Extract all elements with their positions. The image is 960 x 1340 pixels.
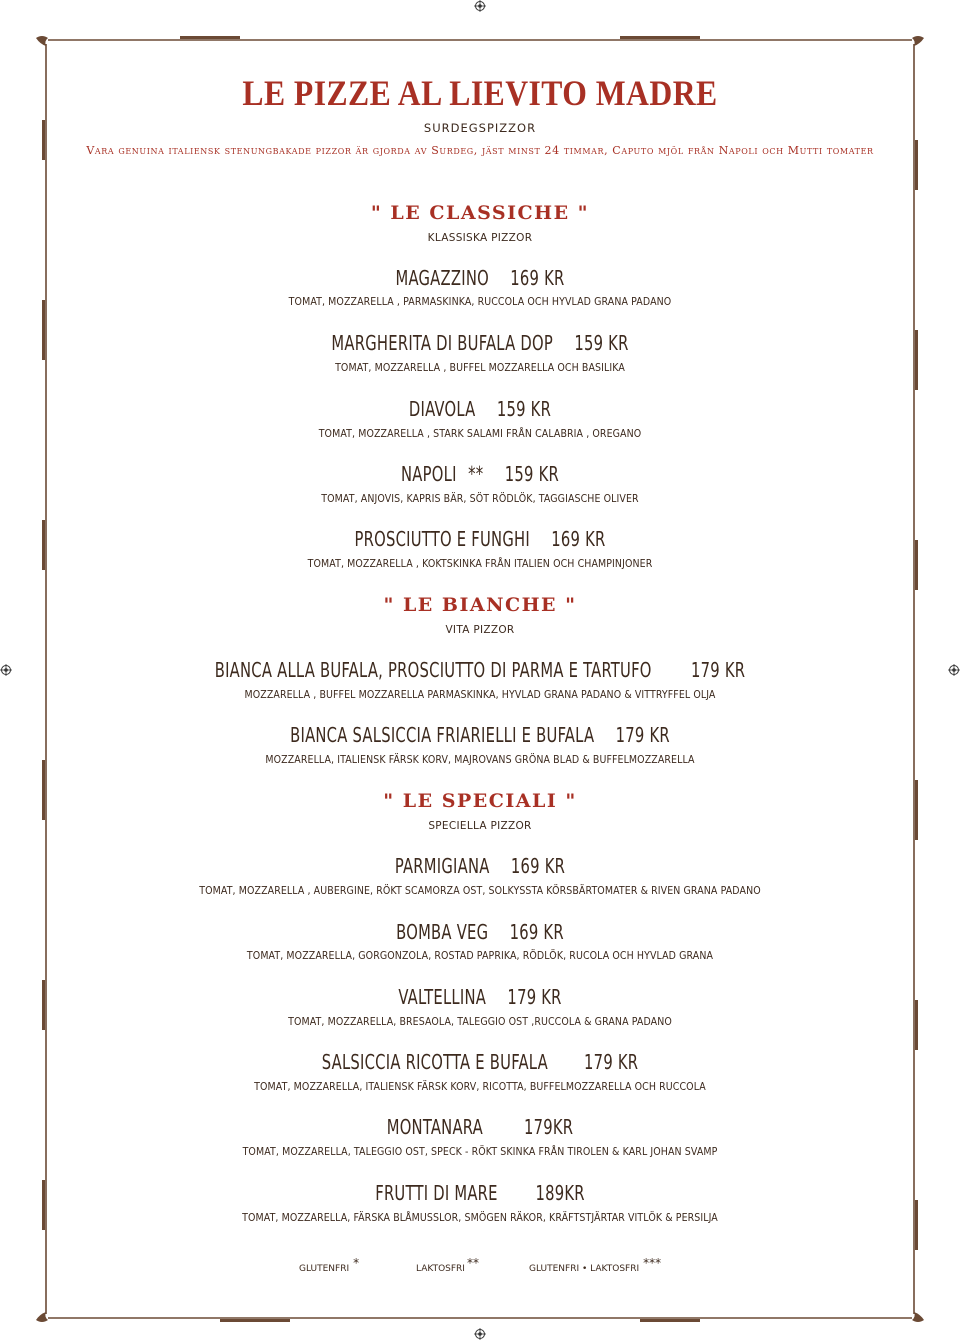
- legend-entry: [416, 1256, 479, 1274]
- legend-entry: [529, 1256, 662, 1274]
- item-description: TOMAT, MOZZARELLA, ITALIENSK FÄRSK KORV, RICOTTA, BUFFELMOZZARELLA OCH RUCCOLA: [254, 1081, 706, 1093]
- registration-mark-icon: [474, 1328, 486, 1340]
- item-name: PARMIGIANA: [394, 854, 490, 878]
- item-name: PROSCIUTTO E FUNGHI: [354, 527, 530, 551]
- item-price: 169 KR: [509, 920, 564, 944]
- menu-item-heading: [86, 527, 873, 551]
- menu-subtitle: SURDEGSPIZZOR: [423, 121, 537, 135]
- legend-label: GLUTENFRI: [299, 1264, 350, 1274]
- menu-item-heading: [86, 1115, 873, 1139]
- item-price: 169 KR: [510, 266, 565, 290]
- menu-item-heading: [86, 1050, 873, 1074]
- item-name: MARGHERITA DI BUFALA DOP: [331, 331, 554, 355]
- item-description: TOMAT, MOZZARELLA, FÄRSKA BLÅMUSSLOR, SMÖGEN RÄKOR, KRÄFTSTJÄRTAR VITLÖK & PERSILJA: [242, 1212, 718, 1224]
- item-description: TOMAT, MOZZARELLA , KOKTSKINKA FRÅN ITALIEN OCH CHAMPINJONER: [307, 558, 653, 570]
- section-title: " LE SPECIALI ": [383, 790, 577, 812]
- menu-item-heading: [86, 985, 873, 1009]
- item-description: TOMAT, MOZZARELLA , PARMASKINKA, RUCCOLA OCH HYVLAD GRANA PADANO: [288, 296, 672, 308]
- item-name: BOMBA VEG: [396, 920, 489, 944]
- section-subtitle: KLASSISKA PIZZOR: [427, 232, 533, 244]
- item-description: TOMAT, MOZZARELLA , AUBERGINE, RÖKT SCAMORZA OST, SOLKYSSTA KÖRSBÄRTOMATER & RIVEN GRANA PADANO: [199, 885, 761, 897]
- menu-item-heading: [86, 462, 873, 486]
- dietary-mark: **: [468, 462, 484, 486]
- item-description: TOMAT, ANJOVIS, KAPRIS BÄR, SÖT RÖDLÖK, TAGGIASCHE OLIVER: [321, 493, 639, 505]
- menu-item-heading: [86, 397, 873, 421]
- section-title: " LE BIANCHE ": [383, 594, 577, 616]
- item-description: MOZZARELLA, ITALIENSK FÄRSK KORV, MAJROVANS GRÖNA BLAD & BUFFELMOZZARELLA: [265, 754, 695, 766]
- registration-mark-icon: [0, 664, 12, 676]
- item-price: 189KR: [535, 1181, 585, 1205]
- item-name: SALSICCIA RICOTTA E BUFALA: [321, 1050, 548, 1074]
- menu-intro: Vara genuina italiensk stenungbakade pizzor är gjorda av Surdeg, jäst minst 24 timmar, Caputo mjöl från Napoli och Mutti tomater: [86, 144, 874, 157]
- item-description: TOMAT, MOZZARELLA, BRESAOLA, TALEGGIO OST ,RUCCOLA & GRANA PADANO: [288, 1016, 672, 1028]
- menu-item-heading: [86, 854, 873, 878]
- item-price: 169 KR: [551, 527, 606, 551]
- menu-item-heading: [86, 920, 873, 944]
- registration-mark-icon: [948, 664, 960, 676]
- menu-item-heading: [86, 266, 873, 290]
- legend-entry: [299, 1256, 360, 1274]
- item-description: MOZZARELLA , BUFFEL MOZZARELLA PARMASKINKA, HYVLAD GRANA PADANO & VITTRYFFEL OLJA: [244, 689, 716, 701]
- item-name: BIANCA ALLA BUFALA, PROSCIUTTO DI PARMA E TARTUFO: [214, 658, 652, 682]
- item-name: BIANCA SALSICCIA FRIARIELLI E BUFALA: [290, 723, 595, 747]
- section-title: " LE CLASSICHE ": [370, 202, 590, 224]
- item-price: 179 KR: [691, 658, 746, 682]
- legend-symbol: ***: [643, 1256, 662, 1270]
- item-price: 179 KR: [507, 985, 562, 1009]
- item-name: MONTANARA: [386, 1115, 483, 1139]
- item-name: FRUTTI DI MARE: [375, 1181, 498, 1205]
- item-price: 169 KR: [510, 854, 566, 878]
- registration-mark-icon: [474, 0, 486, 12]
- section-subtitle: SPECIELLA PIZZOR: [428, 820, 532, 832]
- menu-item-heading: [86, 331, 873, 355]
- item-price: 159 KR: [496, 397, 552, 421]
- item-description: TOMAT, MOZZARELLA , STARK SALAMI FRÅN CALABRIA , OREGANO: [318, 428, 642, 440]
- legend-symbol: **: [466, 1256, 479, 1270]
- menu-item-heading: [86, 723, 873, 747]
- item-price: 179KR: [523, 1115, 574, 1139]
- item-name: MAGAZZINO: [395, 266, 489, 290]
- legend-symbol: *: [353, 1256, 360, 1270]
- item-price: 159 KR: [574, 331, 629, 355]
- menu-item-heading: [86, 1181, 873, 1205]
- menu-item-heading: [86, 658, 873, 682]
- item-price: 179 KR: [615, 723, 670, 747]
- menu-title: LE PIZZE AL LIEVITO MADRE: [242, 73, 718, 113]
- item-price: 179 KR: [584, 1050, 639, 1074]
- item-price: 159 KR: [504, 462, 559, 486]
- item-name: NAPOLI: [401, 462, 457, 486]
- legend-label: GLUTENFRI • LAKTOSFRI: [529, 1264, 640, 1274]
- item-description: TOMAT, MOZZARELLA, GORGONZOLA, ROSTAD PAPRIKA, RÖDLÖK, RUCOLA OCH HYVLAD GRANA: [246, 950, 714, 962]
- legend-label: LAKTOSFRI: [416, 1264, 465, 1274]
- item-description: TOMAT, MOZZARELLA , BUFFEL MOZZARELLA OCH BASILIKA: [335, 362, 625, 374]
- item-name: DIAVOLA: [408, 397, 476, 421]
- item-name: VALTELLINA: [398, 985, 487, 1009]
- section-subtitle: VITA PIZZOR: [445, 624, 515, 636]
- item-description: TOMAT, MOZZARELLA, TALEGGIO OST, SPECK - RÖKT SKINKA FRÅN TIROLEN & KARL JOHAN SVAMP: [242, 1146, 718, 1158]
